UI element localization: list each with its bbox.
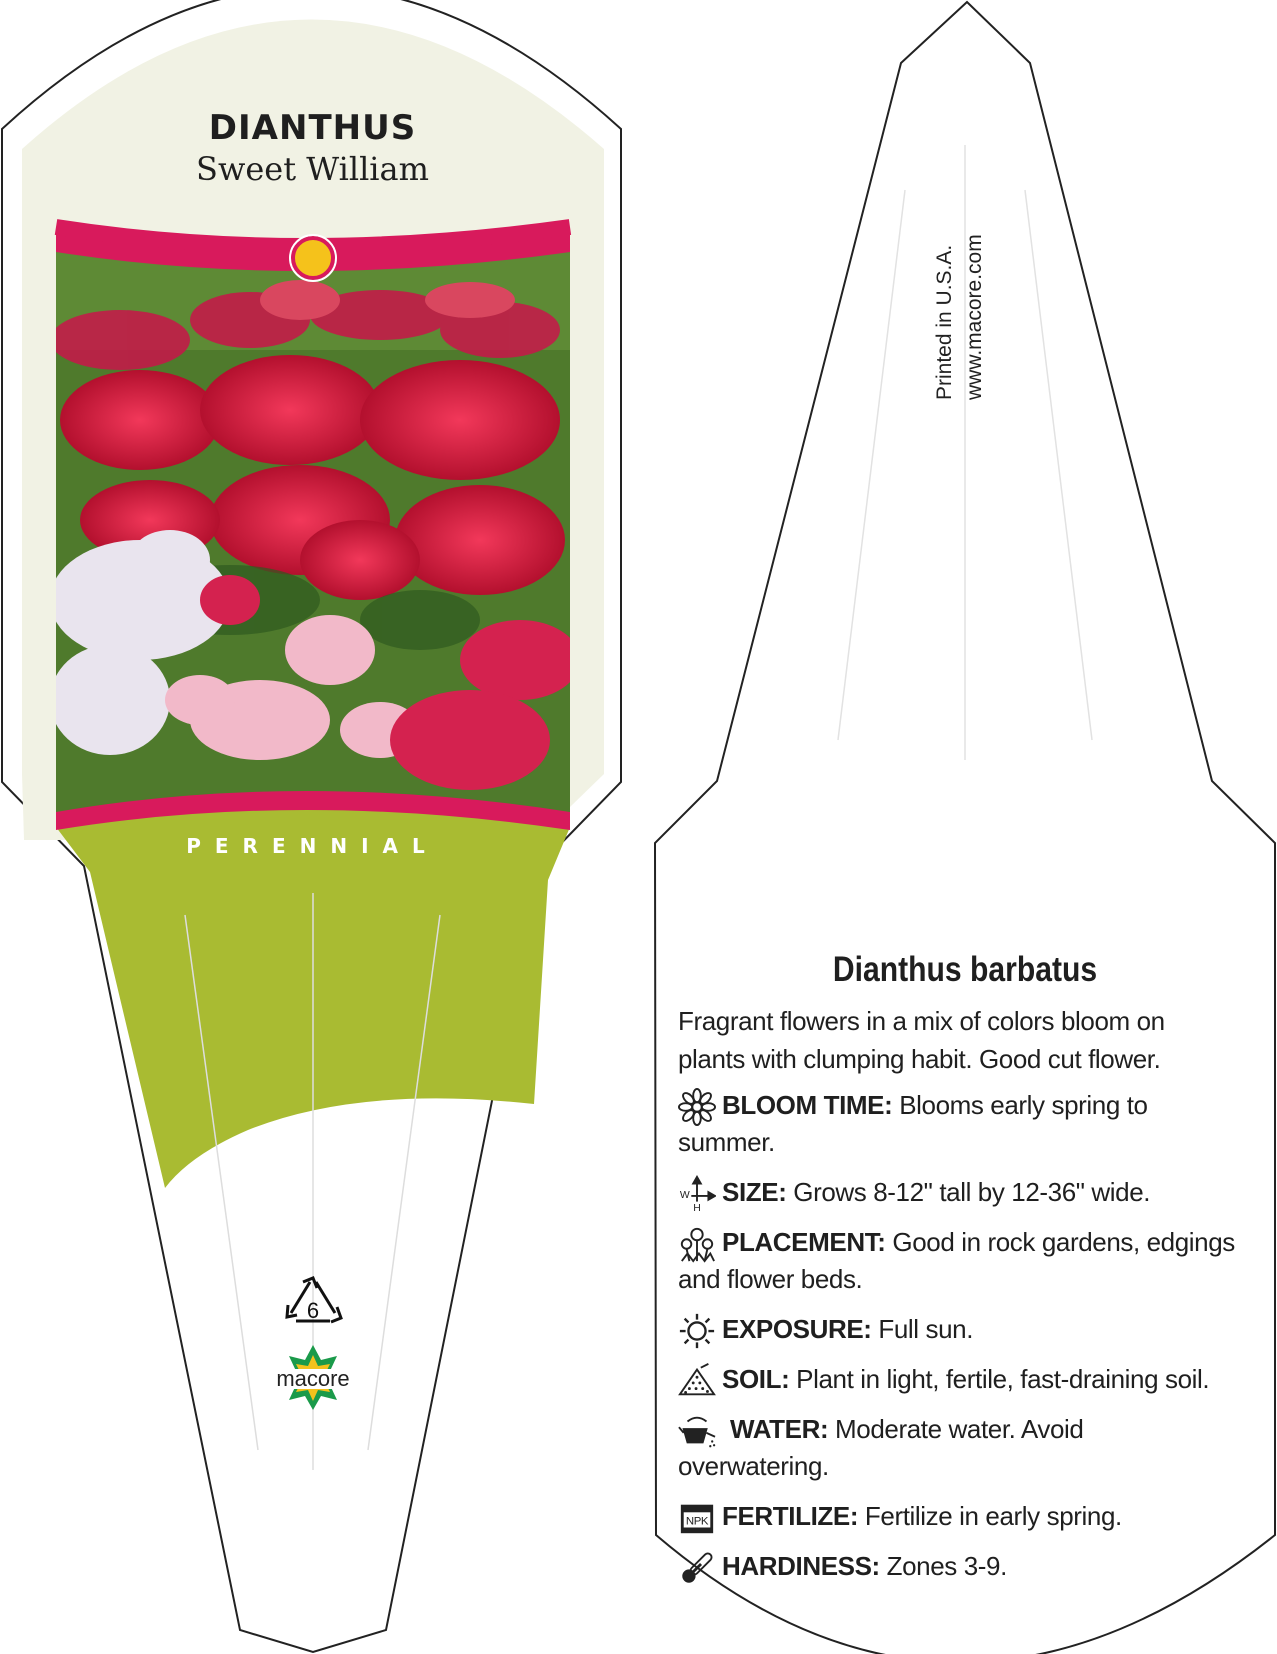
attr-label: SIZE:: [722, 1177, 787, 1207]
attr-label: WATER:: [730, 1414, 829, 1444]
watering-can-icon: [678, 1412, 716, 1450]
recycle-code: 6: [306, 1298, 320, 1323]
attr-placement: [678, 1224, 1238, 1298]
attr-label: EXPOSURE:: [722, 1314, 872, 1344]
attr-text: Zones 3-9.: [886, 1551, 1007, 1581]
attr-label: FERTILIZE:: [722, 1501, 859, 1531]
placement-flowers-icon: [678, 1225, 716, 1263]
attr-text: Good in rock gardens, edgings and flower beds.: [678, 1227, 1235, 1294]
size-w-letter: W: [679, 1189, 690, 1201]
website-label: www.macore.com: [963, 234, 986, 400]
care-info: [678, 950, 1238, 1598]
sun-icon: [678, 1312, 716, 1350]
attr-text: Plant in light, fertile, fast-draining soil.: [796, 1364, 1210, 1394]
attr-water: [678, 1411, 1238, 1485]
attr-text: Full sun.: [878, 1314, 974, 1344]
attr-hardiness: [678, 1548, 1238, 1585]
flower-icon: [678, 1088, 716, 1126]
macore-logo-text: macore: [276, 1366, 350, 1391]
attr-text: Moderate water. Avoid overwatering.: [678, 1414, 1084, 1481]
attr-size: [678, 1174, 1238, 1211]
size-h-letter: H: [693, 1203, 701, 1213]
soil-icon: [678, 1362, 716, 1400]
size-arrows-icon: [678, 1175, 716, 1213]
thermometer-icon: [678, 1549, 716, 1587]
attr-label: PLACEMENT:: [722, 1227, 886, 1257]
attr-bloom-time: [678, 1087, 1238, 1161]
printed-in-label: Printed in U.S.A.: [933, 244, 956, 400]
attr-text: Fertilize in early spring.: [864, 1501, 1122, 1531]
npk-icon: [678, 1499, 716, 1537]
flower-photo: [50, 220, 580, 840]
description: Fragrant flowers in a mix of colors bloom on plants with clumping habit. Good cut flower.: [678, 1006, 1165, 1074]
attr-label: BLOOM TIME:: [722, 1090, 893, 1120]
plant-common-genus: DIANTHUS: [208, 108, 417, 148]
attr-soil: [678, 1361, 1238, 1398]
attr-fertilize: [678, 1498, 1238, 1535]
sun-indicator-icon: [293, 238, 333, 278]
printer-credit: [930, 234, 990, 400]
attr-exposure: [678, 1311, 1238, 1348]
attr-label: SOIL:: [722, 1364, 790, 1394]
attr-text: Grows 8-12" tall by 12-36" wide.: [793, 1177, 1151, 1207]
npk-text: NPK: [685, 1515, 709, 1528]
plant-category: PERENNIAL: [186, 834, 439, 858]
attr-label: HARDINESS:: [722, 1551, 880, 1581]
plant-common-name: Sweet William: [196, 150, 429, 188]
scientific-name: Dianthus barbatus: [832, 950, 1098, 989]
attr-text: Blooms early spring to summer.: [678, 1090, 1148, 1157]
